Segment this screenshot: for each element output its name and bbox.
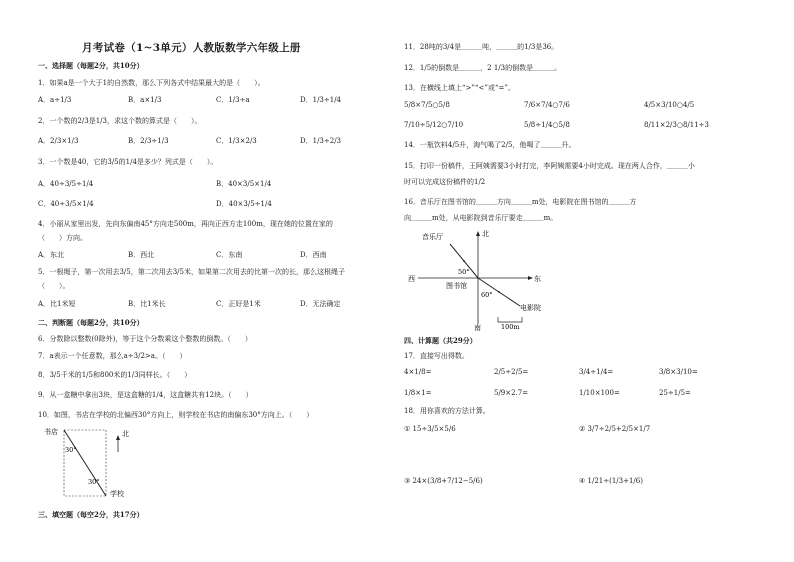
q17-item-7: 1/10×100= <box>579 389 620 397</box>
question-11: 11．28吨的3/4是＿＿＿吨，＿＿＿的1/3是36。 <box>404 43 559 51</box>
east-arrow-head <box>528 276 533 280</box>
question-3: 3．一个数是40，它的3/5的1/4是多少？列式是（ ）。 <box>38 158 218 166</box>
q4-option-d: D．西南 <box>300 251 327 259</box>
shop-school-line <box>64 430 106 496</box>
label-shop: 书店 <box>44 428 58 436</box>
question-5-cont: （ ）。 <box>38 282 70 290</box>
question-14: 14．一瓶饮料4/5升，淘气喝了2/5，他喝了＿＿＿升。 <box>404 141 576 149</box>
question-13: 13．在横线上填上“>”“<”或“=”。 <box>404 84 515 92</box>
q2-option-a: A．2/3×1/3 <box>38 137 79 145</box>
page-title: 月考试卷（1~3单元）人教版数学六年级上册 <box>82 42 301 54</box>
label-north: 北 <box>482 230 489 238</box>
question-15: 15．打印一份稿件，王阿姨需要3小时打完，李阿姨需要4小时完成。现在两人合作，＿＿＿小 <box>404 162 695 170</box>
q3-option-a: A．40÷3/5÷1/4 <box>38 180 94 188</box>
q3-option-b: B．40×3/5×1/4 <box>216 180 272 188</box>
label-west: 西 <box>408 275 415 283</box>
q13-item-6: 8/11×2/3○8/11÷3 <box>644 121 709 129</box>
q13-item-3: 4/5×3/10○4/5 <box>644 101 695 109</box>
q5-option-c: C．正好是1米 <box>216 300 261 308</box>
north-arrow-head <box>116 435 120 440</box>
q13-item-4: 7/10÷5/12○7/10 <box>404 121 464 129</box>
question-4: 4．小丽从家里出发，先向东偏南45°方向走500m，再向正西方走100m，现在她的位置在家的 <box>38 220 333 228</box>
q5-option-b: B．比1米长 <box>128 300 166 308</box>
q3-option-c: C．40÷3/5×1/4 <box>38 200 94 208</box>
north-arrow-head <box>476 231 480 236</box>
question-16-cont: 向＿＿＿m处，从电影院到音乐厅要走＿＿＿m。 <box>404 214 558 222</box>
section-choice: 一、选择题（每题2分，共10分） <box>38 61 144 70</box>
question-6: 6．分数除以整数(0除外)，等于这个分数乘这个整数的倒数。（ ） <box>38 335 252 343</box>
q13-item-1: 5/8×7/5○5/8 <box>404 101 450 109</box>
q1-option-a: A．a÷1/3 <box>38 96 72 104</box>
q18-item-1: ① 15÷3/5×5/6 <box>404 425 456 433</box>
q1-option-b: B．a×1/3 <box>128 96 162 104</box>
section-calc: 四、计算题（共29分） <box>404 336 477 345</box>
figure-q10-direction <box>38 424 148 504</box>
q1-option-d: D．1/3÷1/4 <box>300 96 342 104</box>
question-1: 1．如果a是一个大于1的自然数，那么下列各式中结果最大的是（ ）。 <box>38 79 265 87</box>
question-15-cont: 时可以完成这份稿件的1/2 <box>404 178 486 186</box>
question-5: 5．一根绳子，第一次用去3/5，第二次用去3/5米，如果第二次用去的比第一次的长，那么这根绳子 <box>38 268 345 276</box>
angle-60: 60° <box>481 291 493 299</box>
label-library: 图书馆 <box>446 282 467 290</box>
angle-50: 50° <box>458 268 470 276</box>
angle-label-1: 30° <box>65 446 77 454</box>
q17-item-3: 3/4÷1/4= <box>579 368 614 376</box>
question-18: 18．用你喜欢的方法计算。 <box>404 407 490 415</box>
q2-option-d: D．1/3÷2/3 <box>300 137 342 145</box>
label-east: 东 <box>534 275 541 283</box>
figure-q16-map <box>404 226 554 332</box>
scale-label: 100m <box>501 323 520 331</box>
q3-option-d: D．40×3/5÷1/4 <box>216 200 272 208</box>
label-school: 学校 <box>110 490 124 498</box>
q17-item-1: 4×1/8= <box>404 368 432 376</box>
label-hall: 音乐厅 <box>422 233 443 241</box>
label-south: 南 <box>474 324 481 332</box>
q17-item-6: 5/9×2.7= <box>494 389 529 397</box>
q13-item-5: 5/8÷1/4○5/8 <box>524 121 570 129</box>
q4-option-b: B．西北 <box>128 251 155 259</box>
q18-item-4: ④ 1/21÷(1/3+1/6) <box>579 477 643 485</box>
question-7: 7．a表示一个任意数，那么a÷3/2>a。（ ） <box>38 352 187 360</box>
question-10: 10．如图，书店在学校的北偏西30°方向上，则学校在书店的南偏东30°方向上。（ ） <box>38 411 314 419</box>
q17-item-8: 25÷1/5= <box>659 389 691 397</box>
q2-option-c: C．1/3×2/3 <box>216 137 257 145</box>
angle-label-2: 30° <box>88 478 100 486</box>
q17-item-4: 3/8×3/10= <box>659 368 698 376</box>
q5-option-a: A．比1米短 <box>38 300 76 308</box>
q1-option-c: C．1/3÷a <box>216 96 250 104</box>
path-dot <box>463 260 465 262</box>
left-column <box>38 0 388 562</box>
question-4-cont: （ ）方向。 <box>38 234 87 242</box>
right-column <box>404 0 776 562</box>
q4-option-a: A．东北 <box>38 251 65 259</box>
q2-option-b: B．2/3÷1/3 <box>128 137 169 145</box>
q17-item-5: 1/8×1= <box>404 389 432 397</box>
question-2: 2．一个数的2/3是1/3，求这个数的算式是（ ）。 <box>38 117 202 125</box>
question-12: 12．1/5的倒数是＿＿＿，2 1/3的倒数是＿＿＿。 <box>404 64 562 72</box>
q18-item-2: ② 3/7÷2/5+2/5×1/7 <box>579 425 651 433</box>
q4-option-c: C．东南 <box>216 251 243 259</box>
question-9: 9．从一盒糖中拿出3块，是这盒糖的1/4，这盒糖共有12块。（ ） <box>38 391 253 399</box>
question-16: 16．音乐厅在图书馆的＿＿＿方向＿＿＿m处，电影院在图书馆的＿＿＿方 <box>404 198 637 206</box>
q18-item-3: ③ 24×(3/8+7/12−5/6) <box>404 477 483 485</box>
question-17: 17．直接写出得数。 <box>404 352 469 360</box>
scale-bar <box>498 317 522 322</box>
path-dot <box>498 291 500 293</box>
q5-option-d: D．无法确定 <box>300 300 341 308</box>
label-north: 北 <box>122 430 129 438</box>
q17-item-2: 2/5÷2/5= <box>494 368 529 376</box>
section-judge: 二、判断题（每题2分，共10分） <box>38 318 144 327</box>
q13-item-2: 7/6×7/4○7/6 <box>524 101 570 109</box>
question-8: 8．3/5千米的1/5和800米的1/3同样长。（ ） <box>38 371 192 379</box>
section-fill: 三、填空题（每空2分，共17分） <box>38 510 144 519</box>
label-cinema: 电影院 <box>520 304 541 312</box>
